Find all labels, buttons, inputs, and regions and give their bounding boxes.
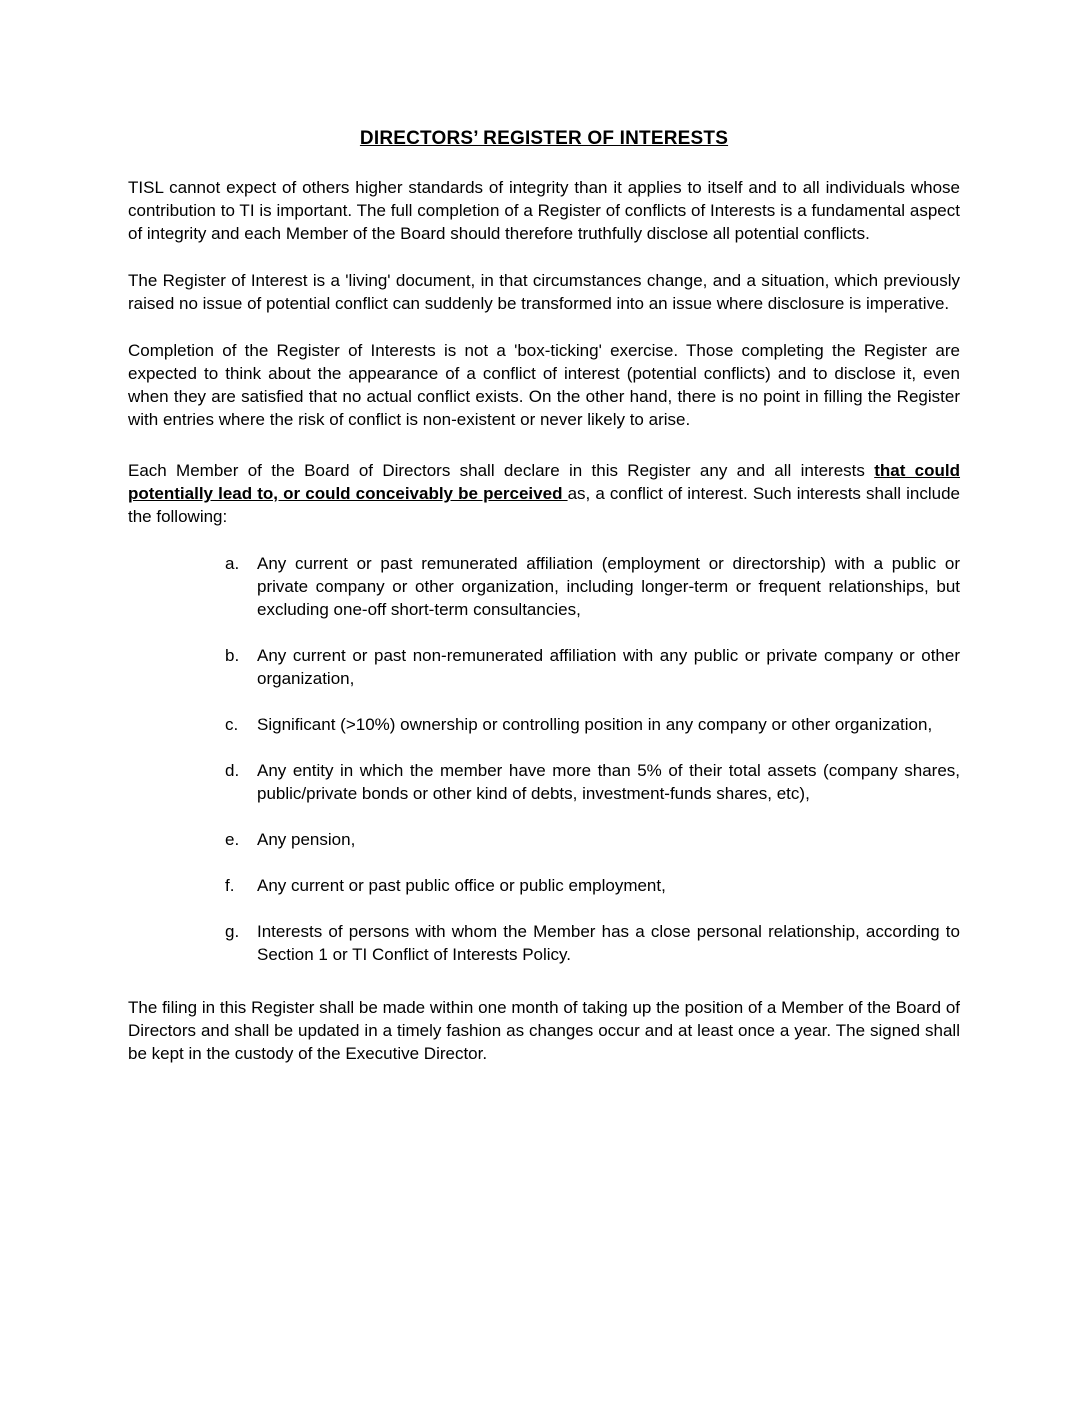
paragraph-intro: TISL cannot expect of others higher standards of integrity than it applies to itself and to all individuals whose contribution to TI is important. The full completion of a Register of conflicts of Interests is a fundamental aspect of integrity and each Member of the Board should therefore truthfully disclose all potential conflicts. bbox=[128, 178, 960, 243]
list-item-label: g. bbox=[225, 922, 240, 941]
list-item-f bbox=[225, 874, 960, 897]
list-item-text: Any pension, bbox=[257, 830, 356, 849]
document-title bbox=[128, 128, 960, 150]
list-item-label: d. bbox=[225, 761, 240, 780]
declaration-text-before: Each Member of the Board of Directors shall declare in this Register any and all interests bbox=[128, 461, 875, 480]
list-item-c bbox=[225, 713, 960, 736]
list-item-text: Any current or past non-remunerated affiliation with any public or private company or other organization, bbox=[257, 646, 960, 688]
list-item-g bbox=[225, 920, 960, 966]
list-item-a bbox=[225, 552, 960, 621]
declaration-text-after: as, a conflict of interest. Such interests shall include the following: bbox=[128, 484, 960, 526]
paragraph-filing-requirements: The filing in this Register shall be made within one month of taking up the position of a Member of the Board of Directors and shall be updated in a timely fashion as changes occur and at least once a year. The signed shall be kept in the custody of the Executive Director. bbox=[128, 998, 960, 1063]
list-item-text: Any entity in which the member have more than 5% of their total assets (company shares, public/private bonds or other kind of debts, investment-funds shares, etc), bbox=[257, 761, 960, 803]
list-item-text: Any current or past public office or public employment, bbox=[257, 876, 666, 895]
paragraph-box-ticking: Completion of the Register of Interests is not a 'box-ticking' exercise. Those completing the Register are expected to think about the appearance of a conflict of interest (potential conflicts) and to disclose it, even when they are satisfied that no actual conflict exists. On the other hand, there is no point in filling the Register with entries where the risk of conflict is non-existent or never likely to arise. bbox=[128, 341, 960, 429]
declaration-emphasis: that could potentially lead to, or could conceivably be perceived bbox=[128, 461, 961, 503]
list-item-label: b. bbox=[225, 646, 240, 665]
list-item-label: a. bbox=[225, 554, 240, 573]
list-item-e bbox=[225, 828, 960, 851]
interest-list bbox=[225, 552, 960, 966]
list-item-label: e. bbox=[225, 830, 240, 849]
document-title-text: DIRECTORS’ REGISTER OF INTERESTS bbox=[359, 128, 729, 149]
list-item-d bbox=[225, 759, 960, 805]
list-item-label: c. bbox=[225, 715, 239, 734]
list-item-b bbox=[225, 644, 960, 690]
paragraph-declaration bbox=[128, 459, 960, 528]
list-item-text: Any current or past remunerated affiliation (employment or directorship) with a public or private company or other organization, including longer-term or frequent relationships, but excluding one-off short-term consultancies, bbox=[257, 554, 960, 619]
list-item-text: Significant (>10%) ownership or controlling position in any company or other organization, bbox=[257, 715, 933, 734]
list-item-label: f. bbox=[225, 876, 235, 895]
list-item-text: Interests of persons with whom the Member has a close personal relationship, according to Section 1 or TI Conflict of Interests Policy. bbox=[257, 922, 960, 964]
paragraph-living-document: The Register of Interest is a 'living' document, in that circumstances change, and a situation, which previously raised no issue of potential conflict can suddenly be transformed into an issue where disclosure is imperative. bbox=[128, 271, 960, 313]
